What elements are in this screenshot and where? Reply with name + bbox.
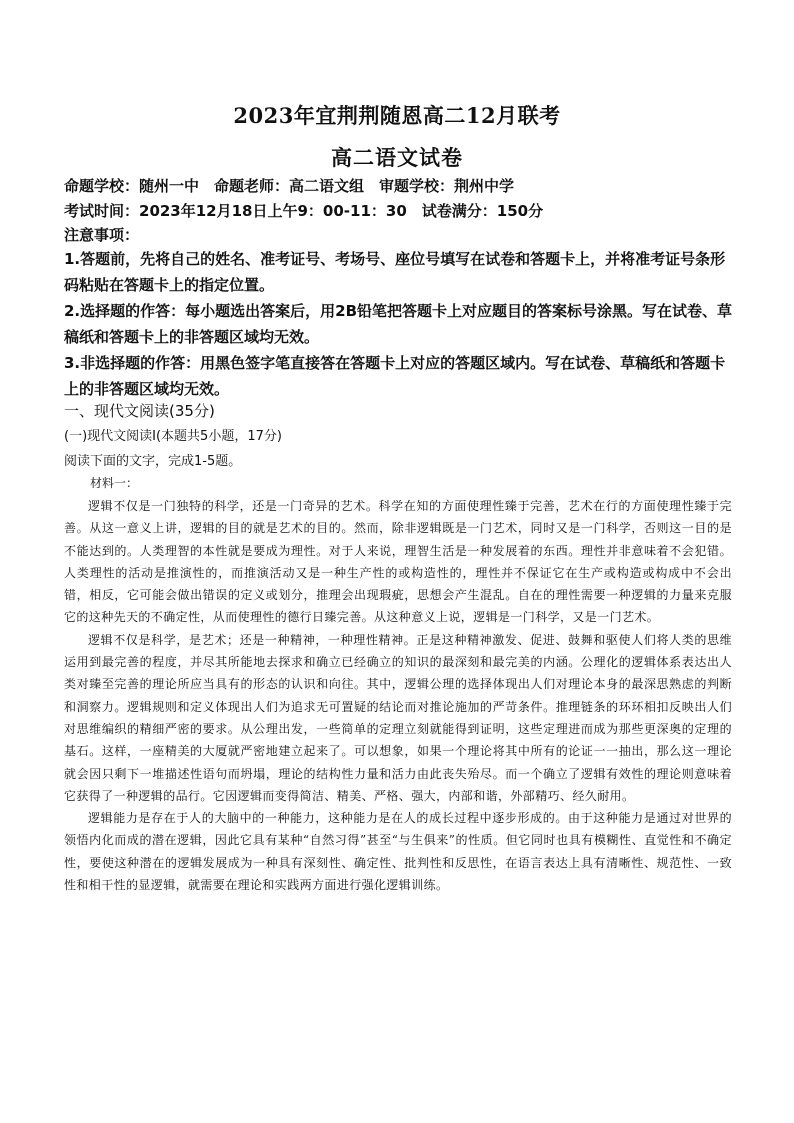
exam-time-info: 考试时间：2023年12月18日上午9：00-11：30 试卷满分：150分 [64,202,544,220]
notes-list [64,246,732,402]
exam-title: 2023年宜荆荆随恩高二12月联考 [233,103,561,128]
passage-paragraph: 逻辑能力是存在于人的大脑中的一种能力，这种能力是在人的成长过程中逐步形成的。由于这种能力是通过对世界的领悟内化而成的潜在逻辑，因此它具有某种“自然习得”甚至“与生俱来”的性质。但它同时也具有模糊性、直觉性和不确定性，要使这种潜在的逻辑发展成为一种具有深刻性、确定性、批判性和反思性，在语言表达上具有清晰性、规范性、一致性和相干性的显逻辑，就需要在理论和实践两方面进行强化逻辑训练。 [64,811,732,893]
passage-paragraph: 逻辑不仅是科学，是艺术；还是一种精神，一种理性精神。正是这种精神激发、促进、鼓舞和驱使人们将人类的思维运用到最完善的程度，并尽其所能地去探求和确立已经确立的知识的最深刻和最完美的内涵。公理化的逻辑体系表达出人类对臻至完善的理论所应当具有的形态的认识和向往。其中，逻辑公理的选择体现出人们对理论本身的最深思熟虑的判断和洞察力。逻辑规则和定义体现出人们为追求无可置疑的结论而对推论施加的严苛条件。推理链条的环环相扣反映出人们对思维编织的精细严密的要求。从公理出发，一些简单的定理立刻就能得到证明，这些定理进而成为那些更深奥的定理的基石。这样，一座精美的大厦就严密地建立起来了。可以想象，如果一个理论将其中所有的论证一一抽出，那么这一理论就会因只剩下一堆描述性语句而坍塌，理论的结构性力量和活力由此丧失殆尽。而一个确立了逻辑有效性的理论则意味着它获得了一种逻辑的品行。它因逻辑而变得简洁、精美、严格、强大，内部和谐，外部精巧、经久耐用。 [64,632,732,803]
material-label: 材料一： [90,476,139,490]
note-item: 3.非选择题的作答：用黑色签字笔直接答在答题卡上对应的答题区域内。写在试卷、草稿纸和答题卡上的非答题区域均无效。 [64,354,726,398]
exam-subtitle: 高二语文试卷 [331,145,463,170]
section-subheading: (一)现代文阅读Ⅰ(本题共5小题，17分) [64,429,282,444]
reading-instruction: 阅读下面的文字，完成1-5题。 [64,454,242,469]
notes-heading: 注意事项： [64,226,140,244]
section-heading: 一、现代文阅读(35分) [64,402,215,420]
passage-paragraph: 逻辑不仅是一门独特的科学，还是一门奇异的艺术。科学在知的方面使理性臻于完善，艺术在行的方面使理性臻于完善。从这一意义上讲，逻辑的目的就是艺术的目的。然而，除非逻辑既是一门艺术，同时又是一门科学，否则这一目的是不能达到的。人类理智的本性就是要成为理性。对于人来说，理智生活是一种发展着的东西。理性并非意味着不会犯错。人类理性的活动是推演性的，而推演活动又是一种生产性的或构造性的，理性并不保证它在生产或构造或构成中不会出错，相反，它可能会做出错误的定义或划分，推理会出现瑕疵，思想会产生混乱。自在的理性需要一种逻辑的力量来克服它的这种先天的不确定性，从而使理性的德行日臻完善。从这种意义上说，逻辑是一门科学，又是一门艺术。 [64,499,732,625]
note-item: 2.选择题的作答：每小题选出答案后，用2B铅笔把答题卡上对应题目的答案标号涂黑。写在试卷、草稿纸和答题卡上的非答题区域均无效。 [64,302,733,346]
school-info: 命题学校：随州一中 命题老师：高二语文组 审题学校：荆州中学 [64,177,515,195]
note-item: 1.答题前，先将自己的姓名、准考证号、考场号、座位号填写在试卷和答题卡上，并将准考证号条形码粘贴在答题卡上的指定位置。 [64,250,726,294]
reading-passage [64,495,732,896]
